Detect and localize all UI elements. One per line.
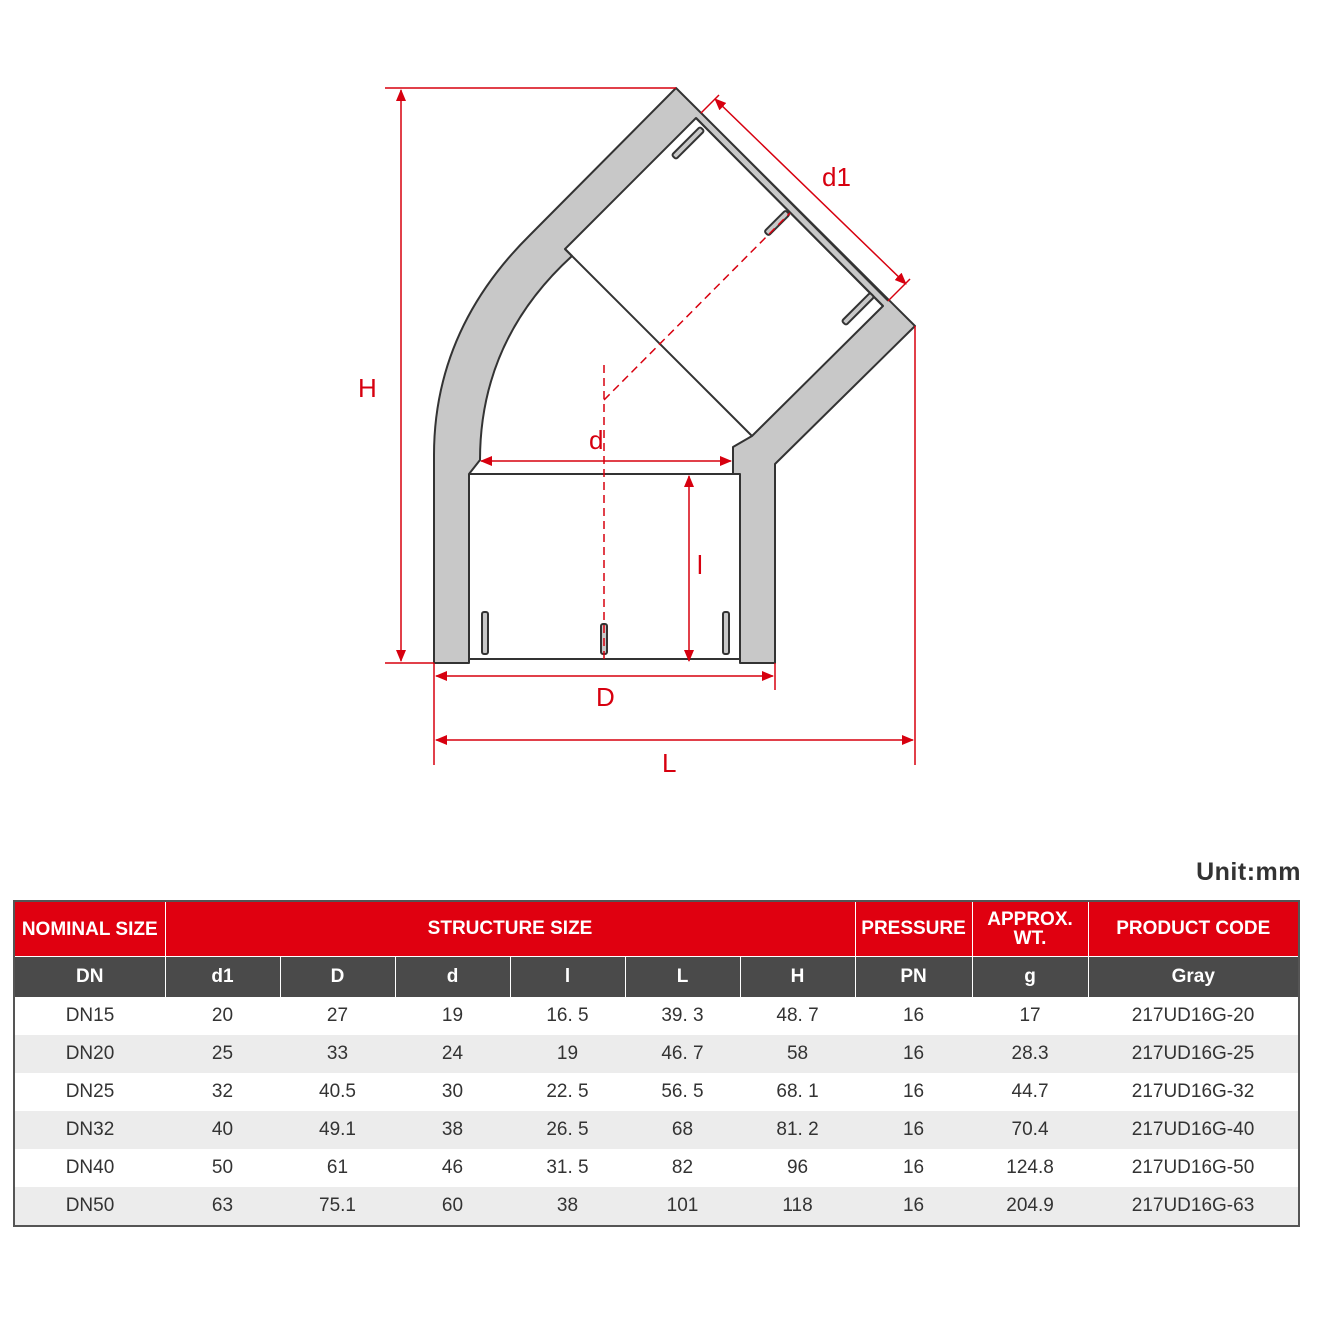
table-body [14,997,1299,1226]
header-pressure: PRESSURE [855,901,972,957]
table-cell: 33 [280,1035,395,1073]
table-cell: 60 [395,1187,510,1226]
table-cell: 17 [1019,1005,1041,1026]
l-length-label: L [662,748,677,778]
table-cell: 217UD16G-20 [1131,1005,1255,1026]
column-header: g [972,957,1088,998]
column-header: PN [855,957,972,998]
d1-extension-top [701,95,719,113]
table-cell: 40.5 [319,1081,356,1102]
table-cell: 68. 1 [776,1081,819,1102]
table-cell: 31. 5 [546,1157,589,1178]
table-cell: 16 [902,1005,925,1026]
table-cell: 25 [165,1035,280,1073]
table-cell: DN50 [14,1187,165,1226]
table-cell: 19 [510,1035,625,1073]
table-cell: 38 [395,1111,510,1149]
d1-dimension-line [715,99,906,284]
table-cell: 75.1 [280,1187,395,1226]
table-cell: 48. 7 [776,1005,819,1026]
table-cell: 32 [211,1081,234,1102]
column-header: d1 [165,957,280,998]
table-cell: 39. 3 [661,1005,704,1026]
table-cell: DN32 [14,1111,165,1149]
table-row [14,1035,1299,1073]
table-cell: 44.7 [1011,1081,1049,1102]
table-cell: 46 [441,1157,464,1178]
table-cell: 28.3 [972,1035,1088,1073]
table-cell: 24 [395,1035,510,1073]
lower-right-slot [723,612,729,654]
table-cell: 217UD16G-25 [1088,1035,1299,1073]
table-cell: 30 [441,1081,464,1102]
table-cell: 38 [510,1187,625,1226]
d-label: d [589,425,604,455]
table-row [14,1187,1299,1226]
table-cell: 56. 5 [661,1081,704,1102]
table-cell: 50 [211,1157,234,1178]
unit-label: Unit:mm [1196,858,1301,886]
d1-extension-bottom [888,279,910,301]
table-cell: 16 [902,1081,925,1102]
table-cell: 101 [625,1187,740,1226]
table-row [14,1073,1299,1111]
table-cell: DN15 [65,1005,115,1026]
group-header-row [14,901,1299,957]
table-cell: 204.9 [972,1187,1088,1226]
upper-socket-mouth-line [696,118,883,306]
table-cell: 16 [902,1157,925,1178]
table-cell: 217UD16G-63 [1088,1187,1299,1226]
table-cell: 61 [326,1157,349,1178]
table-cell: 22. 5 [546,1081,589,1102]
table-cell: 16. 5 [546,1005,589,1026]
column-header-row [14,957,1299,998]
column-header: L [625,957,740,998]
lower-left-slot [482,612,488,654]
column-header: DN [14,957,165,998]
table-row [14,1111,1299,1149]
table-cell: 26. 5 [510,1111,625,1149]
table-cell: 20 [211,1005,234,1026]
header-structure-size: STRUCTURE SIZE [165,901,855,957]
upper-socket-mouth-line-2 [701,113,888,301]
h-label: H [358,373,377,403]
upper-socket-base-line [565,249,752,436]
table-cell: 16 [855,1187,972,1226]
table-row [14,997,1299,1035]
upper-center-slot [764,210,789,235]
table-cell: 217UD16G-32 [1131,1081,1255,1102]
table-row [14,1149,1299,1187]
table-cell: 81. 2 [740,1111,855,1149]
header-approx-wt: APPROX. WT. [972,901,1088,957]
specification-table [13,900,1300,1227]
table-cell: DN40 [65,1157,115,1178]
table-cell: 27 [326,1005,349,1026]
table-cell: 16 [855,1035,972,1073]
header-product-code: PRODUCT CODE [1088,901,1299,957]
angled-centerline [604,213,790,400]
table-cell: 82 [671,1157,694,1178]
column-header: D [280,957,395,998]
header-nominal-size: NOMINAL SIZE [14,901,165,957]
column-header: H [740,957,855,998]
table-cell: 96 [786,1157,809,1178]
table-cell: 16 [855,1111,972,1149]
l-label: l [697,550,703,580]
table-cell: 68 [625,1111,740,1149]
column-header: Gray [1088,957,1299,998]
table-cell: 118 [740,1187,855,1226]
table-cell: 124.8 [1006,1157,1054,1178]
column-header: d [395,957,510,998]
table-cell: 19 [441,1005,464,1026]
table-cell: 58 [740,1035,855,1073]
table-cell: 63 [165,1187,280,1226]
table-cell: 217UD16G-50 [1131,1157,1255,1178]
table-cell: DN25 [65,1081,115,1102]
table-cell: 46. 7 [625,1035,740,1073]
d-outer-label: D [596,682,615,712]
column-header: l [510,957,625,998]
table-cell: 49.1 [280,1111,395,1149]
d1-label: d1 [822,162,851,192]
table-cell: DN20 [14,1035,165,1073]
table-cell: 70.4 [972,1111,1088,1149]
table-cell: 40 [165,1111,280,1149]
table-cell: 217UD16G-40 [1088,1111,1299,1149]
